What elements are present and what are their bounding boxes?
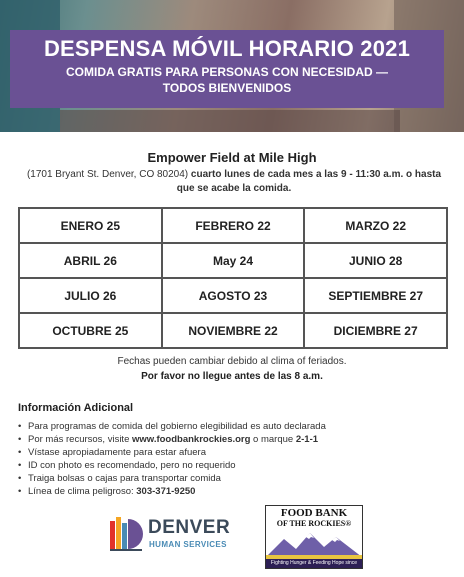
denver-wordmark: DENVER: [148, 517, 231, 538]
venue-name: Empower Field at Mile High: [147, 150, 317, 165]
info-list: [18, 420, 448, 498]
info-text: Línea de clima peligroso:: [28, 486, 137, 497]
weather-note: Fechas pueden cambiar debido al clima of feriados.: [117, 356, 347, 367]
date-cell: SEPTIEMBRE 27: [304, 278, 447, 313]
food-bank-rockies-logo: [265, 505, 363, 575]
subtitle-line-2: TODOS BIENVENIDOS: [162, 81, 292, 95]
date-cell: AGOSTO 23: [162, 278, 305, 313]
date-cell: OCTUBRE 25: [19, 313, 162, 348]
date-cell: ENERO 25: [19, 208, 162, 243]
denver-subtitle: HUMAN SERVICES: [149, 540, 227, 549]
list-item: [18, 485, 448, 498]
food-bank-line-1: FOOD BANK: [280, 507, 348, 519]
date-cell: FEBRERO 22: [162, 208, 305, 243]
info-text: ID con photo es recomendado, pero no requerido: [28, 460, 236, 471]
info-text: o marque: [250, 434, 296, 445]
subtitle-line-1: COMIDA GRATIS PARA PERSONAS CON NECESIDAD —: [65, 65, 389, 79]
hero-photo-shade: [60, 110, 400, 132]
food-bank-wordmark: [266, 508, 362, 529]
subtitle: [10, 64, 444, 96]
website-link[interactable]: www.foodbankrockies.org: [132, 434, 251, 445]
dates-table: [18, 207, 448, 349]
title-banner: [10, 30, 444, 108]
list-item: [18, 446, 448, 459]
weather-line-phone: 303-371-9250: [136, 486, 196, 497]
arrival-note: Por favor no llegue antes de las 8 a.m.: [141, 371, 323, 382]
date-cell: JULIO 26: [19, 278, 162, 313]
denver-emblem-icon: [108, 515, 144, 553]
info-heading: Información Adicional: [18, 402, 134, 414]
mountains-icon: [266, 529, 362, 559]
list-item: [18, 472, 448, 485]
phone-211: 2-1-1: [295, 434, 319, 445]
info-text: Vístase apropiadamente para estar afuera: [28, 447, 206, 458]
page-title: DESPENSA MÓVIL HORARIO 2021: [43, 36, 411, 61]
list-item: [18, 433, 448, 446]
date-cell: NOVIEMBRE 22: [162, 313, 305, 348]
info-text: Traiga bolsas o cajas para transportar comida: [28, 473, 221, 484]
date-cell: May 24: [162, 243, 305, 278]
info-text: Por más recursos, visite: [28, 434, 132, 445]
denver-human-services-logo: [108, 515, 258, 555]
date-cell: MARZO 22: [304, 208, 447, 243]
list-item: [18, 459, 448, 472]
food-bank-tagline: Fighting Hunger & Feeding Hope since 1978: [266, 559, 362, 568]
date-cell: DICIEMBRE 27: [304, 313, 447, 348]
date-cell: JUNIO 28: [304, 243, 447, 278]
food-bank-line-2: OF THE ROCKIES®: [276, 519, 352, 528]
venue-address-block: [24, 168, 444, 196]
list-item: [18, 420, 448, 433]
info-text: Para programas de comida del gobierno elegibilidad es auto declarada: [28, 421, 326, 432]
venue-address: (1701 Bryant St. Denver, CO 80204): [26, 169, 189, 180]
hero-photo: [0, 0, 464, 132]
date-cell: ABRIL 26: [19, 243, 162, 278]
venue-schedule: cuarto lunes de cada mes a las 9 - 11:30 a.m. o hasta que se acabe la comida.: [176, 169, 442, 194]
